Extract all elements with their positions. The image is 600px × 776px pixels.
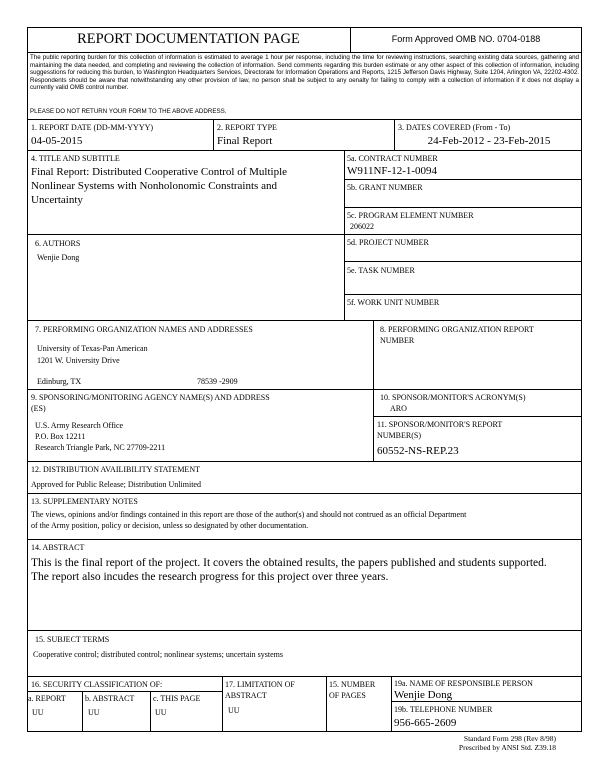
rule [27, 389, 582, 390]
rule [27, 320, 582, 321]
rule [394, 119, 395, 150]
sponsor-report-label: 11. SPONSOR/MONITOR'S REPORT [377, 420, 503, 429]
rule [344, 179, 582, 180]
abstract-class-value: UU [88, 708, 100, 717]
contract-number-label: 5a. CONTRACT NUMBER [347, 154, 438, 163]
rule [326, 676, 327, 732]
sponsoring-agency-label: (ES) [31, 404, 46, 413]
abstract-label: 14. ABSTRACT [31, 543, 85, 552]
omb-approval: Form Approved OMB NO. 0704-0188 [391, 34, 541, 44]
distribution-value: Approved for Public Release; Distribution Unlimited [31, 480, 201, 489]
performing-report-label: 8. PERFORMING ORGANIZATION REPORT [380, 325, 534, 334]
supplementary-notes-line: of the Army position, policy or decision, unless so designated by other documentation. [31, 521, 309, 530]
report-class-label: a. REPORT [28, 694, 66, 703]
contract-number-value: W911NF-12-1-0094 [347, 165, 438, 177]
title-line: Final Report: Distributed Cooperative Control of Multiple [31, 166, 288, 178]
title-label: 4. TITLE AND SUBTITLE [31, 154, 120, 163]
title-line: Uncertainty [31, 194, 83, 206]
rule [82, 691, 83, 732]
sponsor-acronym-value: ARO [390, 404, 407, 413]
rule [27, 691, 222, 692]
responsible-person-label: 19a. NAME OF RESPONSIBLE PERSON [394, 679, 533, 688]
performing-org-line: 1201 W. University Drive [37, 356, 120, 365]
sponsor-report-label: NUMBER(S) [377, 431, 422, 440]
limitation-value: UU [228, 706, 240, 715]
rule [344, 261, 582, 262]
telephone-value: 956-665-2609 [394, 717, 457, 729]
burden-notice: The public reporting burden for this collection of information is estimated to average 1 hour per response, including the time for reviewing instructions, searching existing data sources, gathering and maintaining the data needed, and completing and reviewing the collection of information. Send comments regarding this burden estimate or any other aspect of this collection of information, including suggesstions for reducing this burden, to Washington Headquarters Services, Directorate for Information Operations and Reports, 1215 Jefferson Davis Highway, Suite 1204, Arlington VA, 22202-4302. Respondents should be aware that notwithstanding any other provision of law, no person shall be subject to any oenalty for failing to comply with a collection of information if it does not display a currently valid OMB control number. [30, 54, 579, 92]
sponsoring-agency-line: Research Triangle Park, NC 27709-2211 [35, 443, 166, 452]
number-of-pages-label: OF PAGES [329, 691, 366, 700]
subject-terms-value: Cooperative control; distributed control; nonlinear systems; uncertain systems [33, 650, 283, 659]
abstract-line: This is the final report of the project. It covers the obtained results, the papers published and students supported. [31, 557, 547, 569]
return-warning: PLEASE DO NOT RETURN YOUR FORM TO THE ABOVE ADDRESS. [30, 108, 227, 115]
limitation-label: ABSTRACT [225, 691, 267, 700]
performing-org-zip: 78539 -2909 [197, 377, 238, 386]
rule [27, 52, 582, 53]
performing-org-line: University of Texas-Pan American [37, 344, 148, 353]
report-class-value: UU [32, 708, 44, 717]
ansi-note: Prescribed by ANSI Std. Z39.18 [458, 743, 556, 752]
abstract-class-label: b. ABSTRACT [85, 694, 135, 703]
program-element-value: 206022 [350, 222, 374, 231]
telephone-label: 19b. TELEPHONE NUMBER [394, 705, 493, 714]
task-number-label: 5e. TASK NUMBER [347, 266, 415, 275]
rule [27, 676, 582, 677]
abstract-line: The report also incudes the research progress for this project over three years. [31, 571, 389, 583]
sponsor-report-value: 60552-NS-REP.23 [377, 445, 459, 457]
subject-terms-label: 15. SUBJECT TERMS [35, 635, 110, 644]
standard-form-note: Standard Form 298 (Rev 8/98) [463, 734, 556, 743]
rule [373, 416, 582, 417]
rule [222, 676, 223, 732]
sponsor-acronym-label: 10. SPONSOR/MONITOR'S ACRONYM(S) [380, 393, 526, 402]
sponsoring-agency-line: P.O. Box 12211 [35, 432, 86, 441]
security-classification-label: 16. SECURITY CLASSIFICATION OF: [31, 680, 163, 689]
dates-covered-value: 24-Feb-2012 - 23-Feb-2015 [427, 135, 551, 147]
rule [27, 150, 582, 151]
report-type-value: Final Report [217, 135, 273, 147]
rule [27, 119, 582, 120]
program-element-label: 5c. PROGRAM ELEMENT NUMBER [347, 211, 474, 220]
report-date-value: 04-05-2015 [31, 135, 83, 147]
distribution-label: 12. DISTRIBUTION AVAILIBILITY STATEMENT [31, 465, 200, 474]
work-unit-label: 5f. WORK UNIT NUMBER [347, 298, 440, 307]
rule [213, 119, 214, 150]
performing-org-label: 7. PERFORMING ORGANIZATION NAMES AND ADDRESSES [35, 325, 253, 334]
supplementary-notes-line: The views, opinions and/or findings contained in this report are those of the author(s) and should not contrued as an official Department [31, 510, 467, 519]
rule [391, 676, 392, 732]
report-type-label: 2. REPORT TYPE [217, 123, 277, 132]
responsible-person-value: Wenjie Dong [394, 689, 453, 701]
rule [27, 461, 582, 462]
sponsoring-agency-label: 9. SPONSORING/MONITORING AGENCY NAME(S) AND ADDRESS [31, 393, 270, 402]
performing-org-city: Edinburg, TX [37, 377, 82, 386]
performing-report-label: NUMBER [380, 336, 415, 345]
rule [150, 691, 151, 732]
sponsoring-agency-line: U.S. Army Research Office [35, 421, 124, 430]
rule [27, 493, 582, 494]
rule [27, 234, 582, 235]
supplementary-notes-label: 13. SUPPLEMENTARY NOTES [31, 497, 138, 506]
grant-number-label: 5b. GRANT NUMBER [347, 183, 423, 192]
form-title: REPORT DOCUMENTATION PAGE [77, 31, 300, 47]
page-class-label: c. THIS PAGE [153, 694, 201, 703]
rule [344, 294, 582, 295]
report-date-label: 1. REPORT DATE (DD-MM-YYYY) [31, 123, 154, 132]
rule [344, 207, 582, 208]
authors-label: 6. AUTHORS [35, 239, 81, 248]
rule [373, 320, 374, 461]
title-line: Nonlinear Systems with Nonholonomic Constraints and [31, 180, 277, 192]
rule [27, 630, 582, 631]
number-of-pages-label: 15. NUMBER [329, 680, 376, 689]
limitation-label: 17. LIMITATION OF [225, 680, 295, 689]
dates-covered-label: 3. DATES COVERED (From - To) [398, 123, 511, 132]
rule [344, 150, 345, 320]
rule [27, 539, 582, 540]
project-number-label: 5d. PROJECT NUMBER [347, 238, 429, 247]
authors-value: Wenjie Dong [37, 253, 80, 262]
page-class-value: UU [155, 708, 167, 717]
